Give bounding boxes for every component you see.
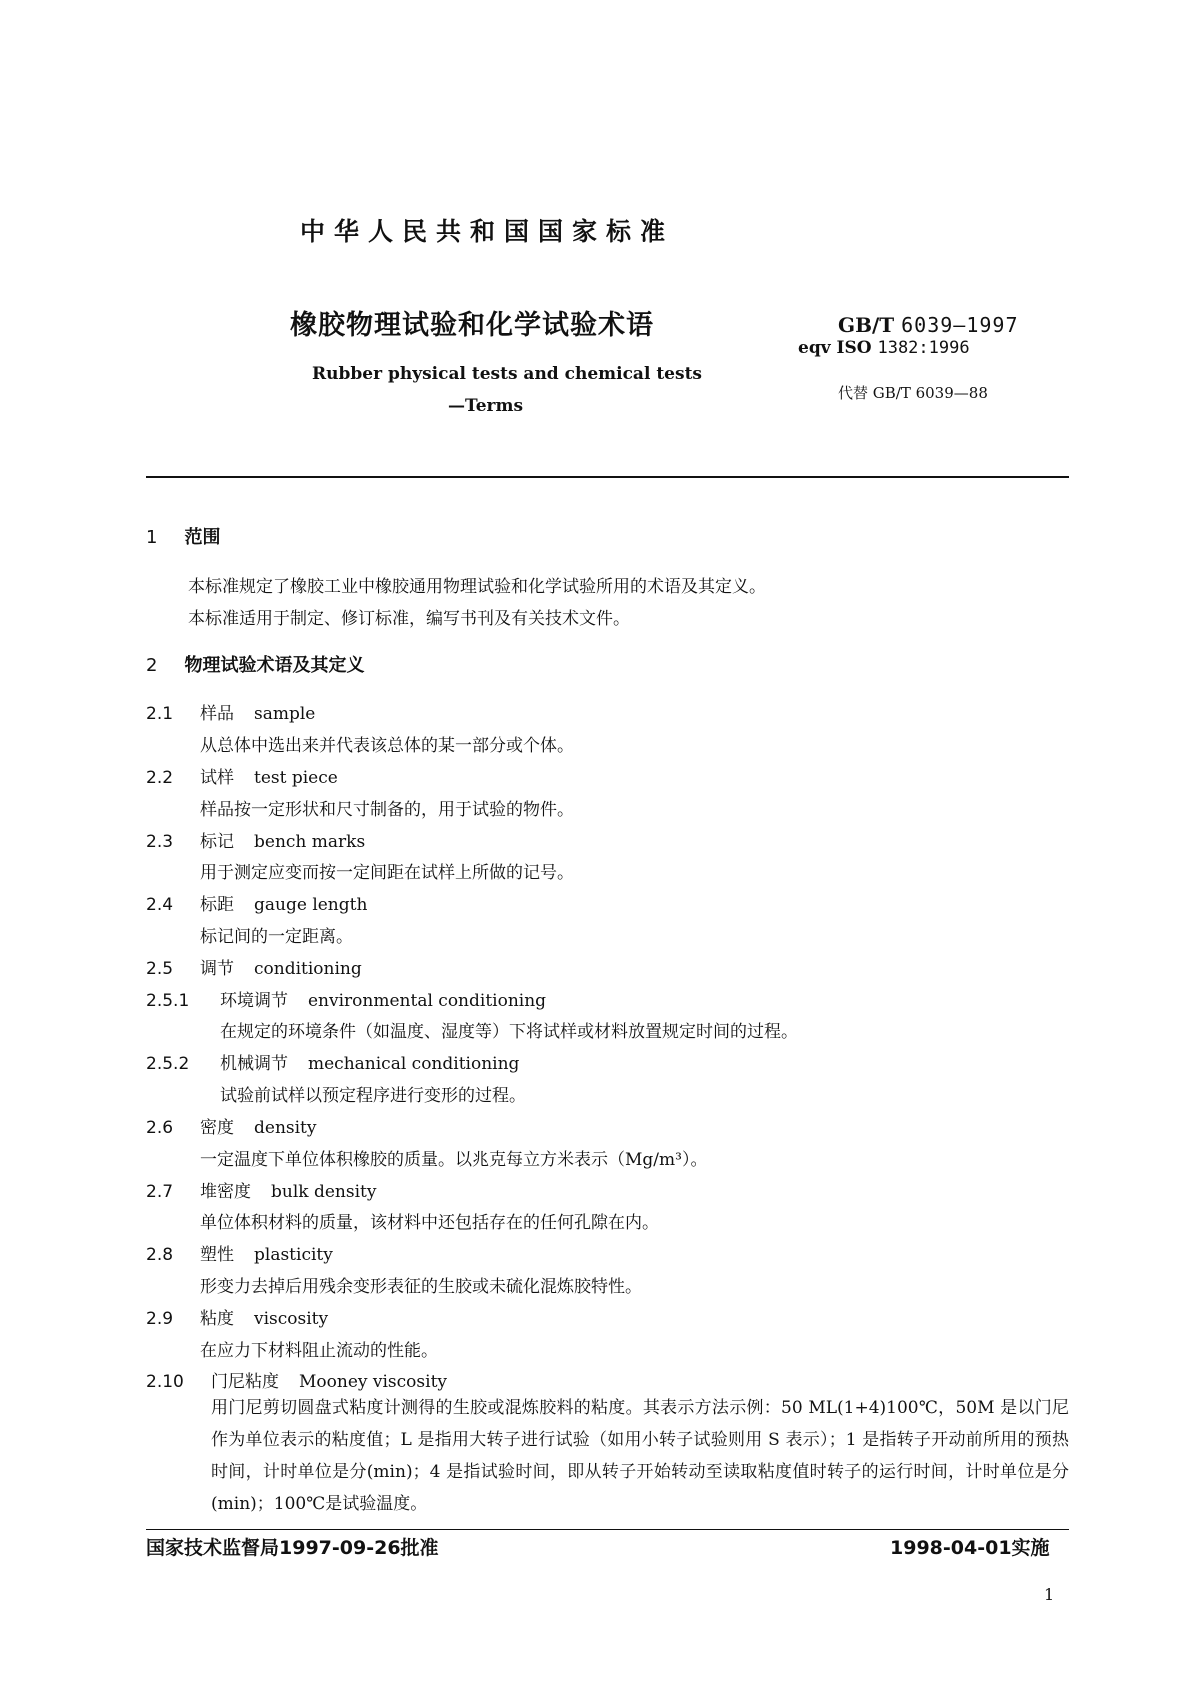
term-number: 2.1 — [146, 704, 174, 724]
term-heading — [146, 1367, 447, 1392]
national-standard-title: 中华人民共和国国家标准 — [300, 217, 675, 246]
term-english: density — [254, 1118, 317, 1138]
page-number: 1 — [1044, 1585, 1055, 1604]
term-chinese: 密度 — [200, 1118, 234, 1138]
term-number: 2.4 — [146, 895, 174, 915]
scope-paragraph: 本标准适用于制定、修订标准，编写书刊及有关技术文件。 — [188, 609, 630, 629]
term-chinese: 调节 — [200, 959, 234, 979]
term-chinese: 样品 — [200, 704, 234, 724]
term-heading — [146, 954, 362, 979]
equivalent-standard — [798, 338, 970, 358]
term-definition: 从总体中选出来并代表该总体的某一部分或个体。 — [200, 736, 574, 756]
term-english: gauge length — [254, 895, 368, 915]
term-chinese: 堆密度 — [200, 1182, 251, 1202]
equivalent-prefix: eqv ISO — [798, 338, 878, 358]
section-1-heading — [146, 523, 221, 549]
term-definition: 形变力去掉后用残余变形表征的生胶或未硫化混炼胶特性。 — [200, 1277, 642, 1297]
term-english: environmental conditioning — [308, 991, 547, 1011]
document-title-english-line1: Rubber physical tests and chemical tests — [312, 364, 702, 384]
term-definition: 一定温度下单位体积橡胶的质量。以兆克每立方米表示（Mg/m³）。 — [200, 1150, 708, 1170]
term-definition: 标记间的一定距离。 — [200, 927, 353, 947]
term-chinese: 试样 — [200, 768, 234, 788]
section-number: 1 — [146, 527, 158, 548]
term-chinese: 机械调节 — [220, 1054, 288, 1074]
standard-number-value: 6039—1997 — [901, 313, 1019, 337]
term-heading — [146, 763, 338, 788]
term-number: 2.9 — [146, 1309, 174, 1329]
term-english: bench marks — [254, 832, 366, 852]
term-english: conditioning — [254, 959, 362, 979]
term-chinese: 粘度 — [200, 1309, 234, 1329]
term-heading — [146, 1177, 376, 1202]
term-english: test piece — [254, 768, 338, 788]
term-number: 2.5.1 — [146, 991, 190, 1011]
term-heading — [146, 827, 365, 852]
standard-prefix: GB/T — [838, 313, 902, 337]
document-title-chinese: 橡胶物理试验和化学试验术语 — [290, 310, 654, 341]
term-number: 2.5.2 — [146, 1054, 190, 1074]
term-chinese: 门尼粘度 — [211, 1372, 279, 1392]
term-chinese: 标记 — [200, 832, 234, 852]
term-chinese: 环境调节 — [220, 991, 288, 1011]
term-english: Mooney viscosity — [299, 1372, 448, 1392]
term-definition: 用门尼剪切圆盘式粘度计测得的生胶或混炼胶料的粘度。其表示方法示例：50 ML(1+4)100℃，50M 是以门尼作为单位表示的粘度值；L 是指用大转子进行试验（如用小转子试验则用 S 表示）；1 是指转子开动前所用的预热时间，计时单位是分(min)；4 是指试验时间，即从转子开始转动至读取粘度值时转子的运行时间，计时单位是分(min)；100℃是试验温度。 — [211, 1398, 1069, 1514]
term-definition: 样品按一定形状和尺寸制备的，用于试验的物件。 — [200, 800, 574, 820]
document-title-english-line2: —Terms — [448, 396, 524, 416]
section-title: 物理试验术语及其定义 — [184, 655, 365, 676]
equivalent-number: 1382:1996 — [877, 338, 970, 358]
term-definition: 在规定的环境条件（如温度、湿度等）下将试样或材料放置规定时间的过程。 — [220, 1022, 798, 1042]
term-chinese: 塑性 — [200, 1245, 234, 1265]
term-english: mechanical conditioning — [308, 1054, 520, 1074]
term-heading — [146, 1049, 519, 1074]
footer-divider — [146, 1529, 1069, 1530]
term-definition: 单位体积材料的质量，该材料中还包括存在的任何孔隙在内。 — [200, 1213, 659, 1233]
section-title: 范围 — [184, 527, 221, 548]
header-divider — [146, 476, 1069, 478]
term-definition: 试验前试样以预定程序进行变形的过程。 — [220, 1086, 526, 1106]
term-definition: 在应力下材料阻止流动的性能。 — [200, 1341, 438, 1361]
term-heading — [146, 1113, 317, 1138]
section-2-heading — [146, 651, 365, 677]
term-number: 2.3 — [146, 832, 174, 852]
term-heading — [146, 1304, 328, 1329]
term-heading — [146, 699, 315, 724]
term-english: bulk density — [271, 1182, 377, 1202]
section-number: 2 — [146, 655, 158, 676]
scope-paragraph: 本标准规定了橡胶工业中橡胶通用物理试验和化学试验所用的术语及其定义。 — [188, 577, 766, 597]
approval-date: 国家技术监督局1997-09-26批准 — [146, 1537, 439, 1559]
term-heading — [146, 1240, 333, 1265]
term-number: 2.2 — [146, 768, 174, 788]
term-number: 2.7 — [146, 1182, 174, 1202]
term-definition: 用于测定应变而按一定间距在试样上所做的记号。 — [200, 863, 574, 883]
replaces-standard: 代替 GB/T 6039—88 — [838, 384, 988, 402]
term-english: plasticity — [254, 1245, 333, 1265]
term-number: 2.10 — [146, 1372, 184, 1392]
standard-number — [838, 313, 1019, 337]
term-number: 2.6 — [146, 1118, 174, 1138]
term-chinese: 标距 — [200, 895, 234, 915]
term-number: 2.8 — [146, 1245, 174, 1265]
term-number: 2.5 — [146, 959, 174, 979]
term-heading — [146, 890, 367, 915]
term-english: sample — [254, 704, 316, 724]
term-heading — [146, 986, 546, 1011]
implementation-date: 1998-04-01实施 — [890, 1537, 1050, 1559]
term-english: viscosity — [254, 1309, 329, 1329]
